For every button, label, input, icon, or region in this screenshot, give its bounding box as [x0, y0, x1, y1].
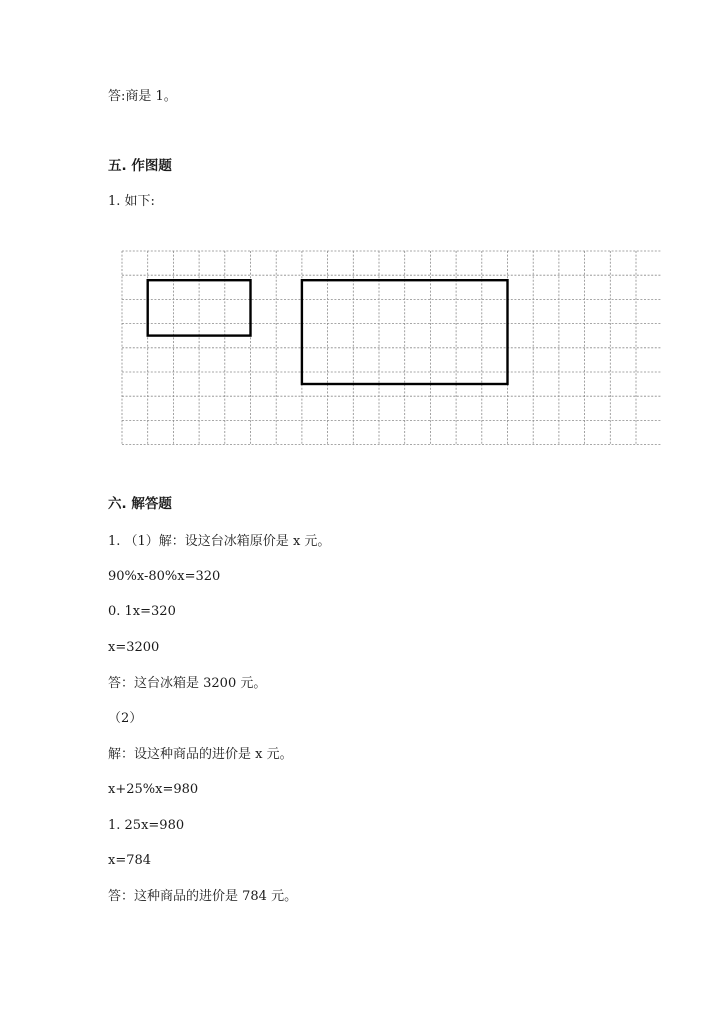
section-5-heading: 五. 作图题	[108, 158, 172, 174]
solution-line-7: 解：设这种商品的进价是 x 元。	[108, 747, 293, 762]
section-5-item-1: 1. 如下:	[108, 194, 155, 209]
solution-line-3: 0. 1x=320	[108, 604, 176, 619]
solution-line-6: （2）	[108, 711, 143, 726]
solution-line-11: 答：这种商品的进价是 784 元。	[108, 889, 298, 904]
solution-line-8: x+25%x=980	[108, 782, 199, 797]
solution-line-10: x=784	[108, 853, 152, 868]
solution-line-9: 1. 25x=980	[108, 818, 185, 833]
previous-answer: 答:商是 1。	[108, 89, 177, 104]
solution-line-2: 90%x-80%x=320	[108, 569, 221, 584]
section-6-heading: 六. 解答题	[108, 496, 172, 512]
grid-drawing-figure	[121, 249, 661, 451]
solution-line-5: 答：这台冰箱是 3200 元。	[108, 676, 267, 691]
solution-line-4: x=3200	[108, 640, 160, 655]
solution-line-1: 1. （1）解：设这台冰箱原价是 x 元。	[108, 534, 331, 549]
